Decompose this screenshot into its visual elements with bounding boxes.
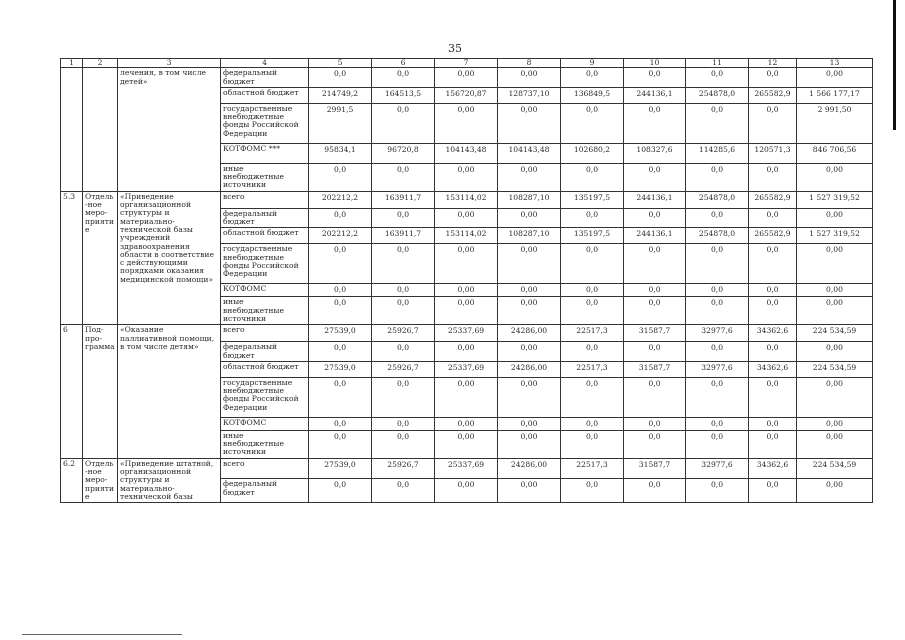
value-cell: 0,0 (372, 479, 435, 503)
value-cell: 0,0 (309, 297, 372, 325)
value-cell: 0,00 (435, 430, 498, 458)
value-cell: 0,0 (309, 417, 372, 430)
value-cell: 0,00 (498, 417, 561, 430)
value-cell: 0,00 (498, 479, 561, 503)
value-cell: 24286,00 (498, 361, 561, 377)
value-cell: 0,0 (686, 377, 749, 417)
item-number: 6.2 (61, 458, 83, 502)
column-header: 8 (498, 59, 561, 68)
page-number: 35 (448, 42, 462, 55)
value-cell: 0,00 (797, 68, 873, 88)
value-cell: 0,00 (498, 377, 561, 417)
value-cell: 244136,1 (624, 191, 686, 208)
funding-source: иные внебюджетные источники (221, 430, 309, 458)
value-cell: 0,0 (372, 342, 435, 362)
value-cell: 25337,69 (435, 325, 498, 342)
value-cell: 27539,0 (309, 325, 372, 342)
value-cell: 0,0 (686, 103, 749, 143)
value-cell: 0,00 (797, 297, 873, 325)
value-cell: 0,0 (561, 342, 624, 362)
value-cell: 202212,2 (309, 191, 372, 208)
value-cell: 1 527 319,52 (797, 228, 873, 244)
value-cell: 0,00 (797, 284, 873, 297)
table-row (61, 68, 873, 88)
value-cell: 32977,6 (686, 458, 749, 479)
value-cell: 0,00 (435, 68, 498, 88)
value-cell: 25337,69 (435, 361, 498, 377)
value-cell: 0,0 (686, 284, 749, 297)
value-cell: 0,00 (435, 342, 498, 362)
value-cell: 34362,6 (749, 325, 797, 342)
value-cell: 0,0 (372, 163, 435, 191)
value-cell: 0,0 (372, 208, 435, 228)
value-cell: 254878,0 (686, 191, 749, 208)
value-cell: 0,0 (624, 284, 686, 297)
value-cell: 0,00 (435, 103, 498, 143)
value-cell: 0,0 (561, 284, 624, 297)
value-cell: 0,0 (561, 297, 624, 325)
value-cell: 0,0 (561, 430, 624, 458)
value-cell: 0,0 (624, 479, 686, 503)
value-cell: 25337,69 (435, 458, 498, 479)
value-cell: 0,00 (435, 244, 498, 284)
item-name: «Оказание паллиативной помощи, в том числе детям» (118, 325, 221, 458)
value-cell: 136849,5 (561, 87, 624, 103)
value-cell: 156720,87 (435, 87, 498, 103)
funding-source: государственные внебюджетные фонды Российской Федерации (221, 244, 309, 284)
value-cell: 0,0 (749, 417, 797, 430)
value-cell: 0,00 (498, 297, 561, 325)
value-cell: 0,00 (498, 208, 561, 228)
value-cell: 95834,1 (309, 143, 372, 163)
funding-source: федеральный бюджет (221, 479, 309, 503)
value-cell: 0,0 (686, 417, 749, 430)
value-cell: 25926,7 (372, 361, 435, 377)
table-row (61, 191, 873, 208)
value-cell: 0,0 (749, 208, 797, 228)
table-row (61, 325, 873, 342)
funding-source: всего (221, 191, 309, 208)
value-cell: 0,0 (561, 244, 624, 284)
value-cell: 0,0 (749, 377, 797, 417)
value-cell: 0,00 (435, 284, 498, 297)
column-header: 5 (309, 59, 372, 68)
value-cell: 1 566 177,17 (797, 87, 873, 103)
value-cell: 0,00 (498, 284, 561, 297)
item-type: Отдель-ное меро-приятие (83, 458, 118, 502)
value-cell: 0,00 (435, 377, 498, 417)
value-cell: 0,0 (624, 103, 686, 143)
value-cell: 25926,7 (372, 325, 435, 342)
value-cell: 0,0 (624, 417, 686, 430)
funding-source: областной бюджет (221, 228, 309, 244)
value-cell: 114285,6 (686, 143, 749, 163)
value-cell: 0,00 (498, 244, 561, 284)
value-cell: 0,00 (797, 163, 873, 191)
column-header: 12 (749, 59, 797, 68)
value-cell: 214749,2 (309, 87, 372, 103)
value-cell: 0,0 (372, 430, 435, 458)
column-header: 2 (83, 59, 118, 68)
table-body (61, 59, 873, 503)
value-cell: 102680,2 (561, 143, 624, 163)
value-cell: 0,0 (624, 430, 686, 458)
funding-source: федеральный бюджет (221, 342, 309, 362)
value-cell: 0,0 (372, 103, 435, 143)
value-cell: 108287,10 (498, 191, 561, 208)
value-cell: 108287,10 (498, 228, 561, 244)
value-cell: 163911,7 (372, 191, 435, 208)
value-cell: 0,0 (749, 479, 797, 503)
value-cell: 2991,5 (309, 103, 372, 143)
value-cell: 0,0 (624, 68, 686, 88)
table-row (61, 458, 873, 479)
value-cell: 0,00 (498, 163, 561, 191)
value-cell: 0,00 (797, 342, 873, 362)
value-cell: 265582,9 (749, 228, 797, 244)
value-cell: 0,0 (686, 244, 749, 284)
value-cell: 163911,7 (372, 228, 435, 244)
funding-source: областной бюджет (221, 87, 309, 103)
funding-source: государственные внебюджетные фонды Российской Федерации (221, 103, 309, 143)
value-cell: 32977,6 (686, 325, 749, 342)
value-cell: 34362,6 (749, 361, 797, 377)
value-cell: 0,0 (686, 163, 749, 191)
value-cell: 0,00 (797, 244, 873, 284)
column-header: 3 (118, 59, 221, 68)
value-cell: 22517,3 (561, 458, 624, 479)
value-cell: 32977,6 (686, 361, 749, 377)
value-cell: 0,0 (372, 377, 435, 417)
value-cell: 135197,5 (561, 191, 624, 208)
value-cell: 244136,1 (624, 87, 686, 103)
value-cell: 0,0 (686, 297, 749, 325)
value-cell: 0,0 (624, 297, 686, 325)
value-cell: 0,0 (309, 68, 372, 88)
column-header: 13 (797, 59, 873, 68)
value-cell: 0,0 (309, 430, 372, 458)
funding-source: областной бюджет (221, 361, 309, 377)
scan-edge-bar (893, 0, 896, 130)
item-type: Отдель-ное меро-приятие (83, 191, 118, 324)
value-cell: 0,0 (561, 103, 624, 143)
value-cell: 0,00 (498, 68, 561, 88)
value-cell: 108327,6 (624, 143, 686, 163)
header-row (61, 59, 873, 68)
value-cell: 0,0 (686, 342, 749, 362)
item-type (83, 68, 118, 191)
value-cell: 96720,8 (372, 143, 435, 163)
value-cell: 254878,0 (686, 87, 749, 103)
value-cell: 0,0 (686, 68, 749, 88)
value-cell: 0,0 (309, 377, 372, 417)
funding-source: федеральный бюджет (221, 208, 309, 228)
value-cell: 224 534,59 (797, 325, 873, 342)
column-header: 11 (686, 59, 749, 68)
value-cell: 0,0 (309, 163, 372, 191)
value-cell: 0,00 (435, 297, 498, 325)
column-header: 10 (624, 59, 686, 68)
value-cell: 0,00 (498, 342, 561, 362)
item-number (61, 68, 83, 191)
value-cell: 224 534,59 (797, 458, 873, 479)
value-cell: 0,0 (624, 342, 686, 362)
value-cell: 0,0 (372, 244, 435, 284)
value-cell: 0,00 (797, 417, 873, 430)
value-cell: 0,00 (498, 103, 561, 143)
value-cell: 0,0 (624, 244, 686, 284)
value-cell: 22517,3 (561, 325, 624, 342)
funding-source: всего (221, 325, 309, 342)
value-cell: 27539,0 (309, 458, 372, 479)
column-header: 4 (221, 59, 309, 68)
value-cell: 244136,1 (624, 228, 686, 244)
value-cell: 0,00 (797, 479, 873, 503)
value-cell: 153114,02 (435, 191, 498, 208)
value-cell: 0,0 (561, 417, 624, 430)
funding-source: КОТФОМС *** (221, 143, 309, 163)
item-type: Под-про-грамма (83, 325, 118, 458)
value-cell: 265582,9 (749, 87, 797, 103)
value-cell: 0,00 (797, 430, 873, 458)
funding-source: иные внебюджетные источники (221, 163, 309, 191)
value-cell: 0,0 (749, 430, 797, 458)
value-cell: 31587,7 (624, 458, 686, 479)
item-number: 6 (61, 325, 83, 458)
value-cell: 128737,10 (498, 87, 561, 103)
value-cell: 104143,48 (498, 143, 561, 163)
footnote-rule (22, 634, 182, 635)
value-cell: 0,00 (435, 479, 498, 503)
value-cell: 0,0 (624, 163, 686, 191)
value-cell: 0,0 (686, 208, 749, 228)
value-cell: 1 527 319,52 (797, 191, 873, 208)
value-cell: 0,00 (498, 430, 561, 458)
value-cell: 0,0 (372, 417, 435, 430)
value-cell: 0,0 (749, 244, 797, 284)
value-cell: 2 991,50 (797, 103, 873, 143)
column-header: 9 (561, 59, 624, 68)
value-cell: 0,0 (749, 68, 797, 88)
value-cell: 0,0 (624, 208, 686, 228)
item-number: 5.3 (61, 191, 83, 324)
item-name: «Приведение штатной, организационной структуры и материально-технической базы (118, 458, 221, 502)
budget-table (60, 58, 873, 503)
value-cell: 0,0 (561, 208, 624, 228)
value-cell: 22517,3 (561, 361, 624, 377)
value-cell: 24286,00 (498, 325, 561, 342)
funding-source: федеральный бюджет (221, 68, 309, 88)
value-cell: 846 706,56 (797, 143, 873, 163)
value-cell: 0,0 (309, 208, 372, 228)
value-cell: 0,0 (372, 68, 435, 88)
value-cell: 0,0 (561, 377, 624, 417)
value-cell: 0,0 (749, 297, 797, 325)
value-cell: 265582,9 (749, 191, 797, 208)
funding-source: КОТФОМС (221, 284, 309, 297)
value-cell: 135197,5 (561, 228, 624, 244)
value-cell: 34362,6 (749, 458, 797, 479)
value-cell: 0,00 (435, 417, 498, 430)
value-cell: 0,0 (309, 479, 372, 503)
value-cell: 25926,7 (372, 458, 435, 479)
column-header: 6 (372, 59, 435, 68)
value-cell: 0,00 (435, 208, 498, 228)
value-cell: 0,0 (372, 297, 435, 325)
column-header: 1 (61, 59, 83, 68)
value-cell: 0,0 (749, 163, 797, 191)
value-cell: 0,00 (797, 208, 873, 228)
value-cell: 0,0 (561, 479, 624, 503)
value-cell: 0,00 (435, 163, 498, 191)
value-cell: 0,0 (686, 479, 749, 503)
value-cell: 31587,7 (624, 361, 686, 377)
value-cell: 0,0 (686, 430, 749, 458)
value-cell: 224 534,59 (797, 361, 873, 377)
funding-source: государственные внебюджетные фонды Российской Федерации (221, 377, 309, 417)
value-cell: 0,0 (624, 377, 686, 417)
item-name: лечения, в том числе детей» (118, 68, 221, 191)
funding-source: КОТФОМС (221, 417, 309, 430)
value-cell: 120571,3 (749, 143, 797, 163)
value-cell: 153114,02 (435, 228, 498, 244)
funding-source: всего (221, 458, 309, 479)
value-cell: 254878,0 (686, 228, 749, 244)
item-name: «Приведение организационной структуры и материально-технической базы учреждений здравоохранения области в соответствие с действующими порядками оказания медицинской помощи» (118, 191, 221, 324)
value-cell: 0,0 (372, 284, 435, 297)
value-cell: 0,0 (309, 284, 372, 297)
value-cell: 0,0 (749, 103, 797, 143)
value-cell: 27539,0 (309, 361, 372, 377)
value-cell: 24286,00 (498, 458, 561, 479)
value-cell: 0,0 (561, 68, 624, 88)
value-cell: 0,0 (749, 342, 797, 362)
value-cell: 0,0 (561, 163, 624, 191)
value-cell: 0,0 (309, 342, 372, 362)
column-header: 7 (435, 59, 498, 68)
value-cell: 31587,7 (624, 325, 686, 342)
value-cell: 0,0 (309, 244, 372, 284)
value-cell: 0,0 (749, 284, 797, 297)
value-cell: 202212,2 (309, 228, 372, 244)
value-cell: 0,00 (797, 377, 873, 417)
funding-source: иные внебюджетные источники (221, 297, 309, 325)
value-cell: 164513,5 (372, 87, 435, 103)
value-cell: 104143,48 (435, 143, 498, 163)
